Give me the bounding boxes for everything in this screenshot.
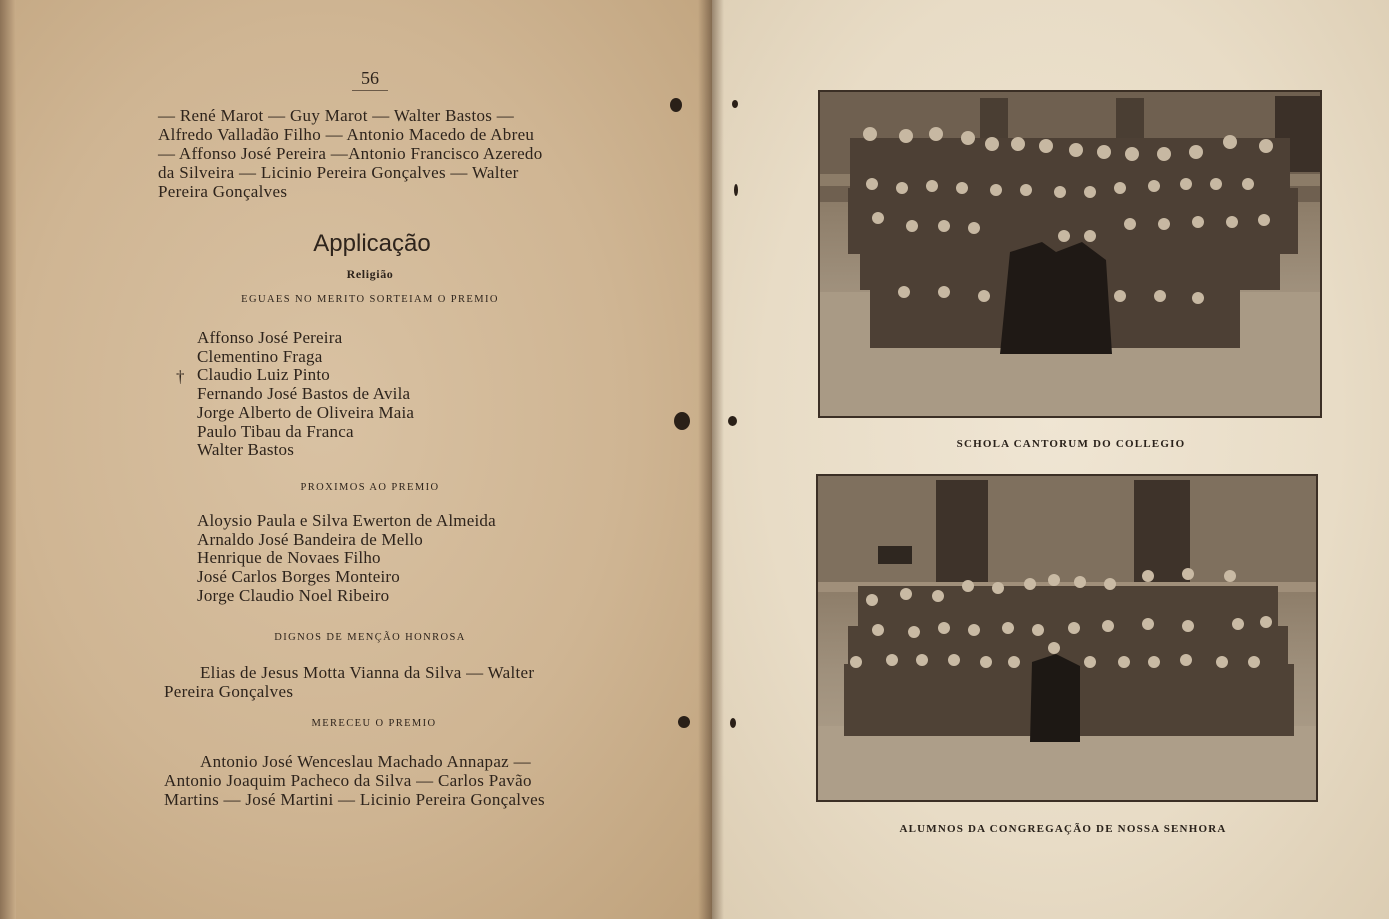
- name-item: Henrique de Novaes Filho: [197, 548, 381, 568]
- section-title-eguaes: EGUAES NO MERITO SORTEIAM O PREMIO: [241, 294, 499, 305]
- text-line: Antonio José Wenceslau Machado Annapaz —: [200, 752, 531, 771]
- photo-schola-cantorum: [818, 90, 1322, 418]
- name-item: Jorge Alberto de Oliveira Maia: [197, 402, 415, 422]
- section-title-mereceu: MERECEU O PREMIO: [311, 718, 437, 729]
- name-item: Arnaldo José Bandeira de Mello: [197, 529, 423, 549]
- page-number: 56: [352, 68, 388, 91]
- intro-paragraph: [158, 106, 588, 201]
- binding-hole: [734, 184, 738, 196]
- subject-subheading: Religião: [346, 267, 394, 281]
- text-line: — René Marot — Guy Marot — Walter Bastos —: [158, 106, 515, 125]
- section-title-proximos: PROXIMOS AO PREMIO: [300, 482, 440, 493]
- text-line: Antonio Joaquim Pacheco da Silva — Carlos Pavão: [164, 771, 532, 790]
- text-line: Martins — José Martini — Licinio Pereira Gonçalves: [164, 790, 545, 809]
- binding-hole: [674, 412, 690, 430]
- paragraph-mereceu: [164, 752, 592, 809]
- text-line: — Affonso José Pereira —Antonio Francisco Azeredo: [158, 144, 543, 163]
- name-item: José Carlos Borges Monteiro: [197, 567, 400, 587]
- gutter-shadow: [712, 0, 724, 919]
- text-line: da Silveira — Licinio Pereira Gonçalves — Walter: [158, 163, 519, 182]
- photo-alumnos-congregacao: [816, 474, 1318, 802]
- photo-caption-2: ALUMNOS DA CONGREGAÇÃO DE NOSSA SENHORA: [899, 823, 1227, 835]
- name-item: Claudio Luiz Pinto: [197, 365, 330, 385]
- binding-hole: [678, 716, 690, 728]
- gutter-shadow: [698, 0, 712, 919]
- text-line: Pereira Gonçalves: [164, 682, 294, 701]
- text-line: Alfredo Valladão Filho — Antonio Macedo de Abreu: [158, 125, 535, 144]
- name-item: Fernando José Bastos de Avila: [197, 384, 411, 404]
- photo-caption-1: SCHOLA CANTORUM DO COLLEGIO: [956, 438, 1186, 450]
- group-photo-illustration: [818, 476, 1316, 800]
- section-heading: Applicação: [313, 230, 431, 257]
- name-item: Aloysio Paula e Silva Ewerton de Almeida: [197, 511, 496, 530]
- binding-hole: [732, 100, 738, 108]
- names-list-eguaes: [197, 329, 414, 460]
- name-item: Affonso José Pereira: [197, 328, 343, 347]
- name-item: Clementino Fraga: [197, 346, 323, 366]
- name-item: Paulo Tibau da Franca: [197, 421, 354, 441]
- text-line: Elias de Jesus Motta Vianna da Silva — Walter: [200, 663, 535, 682]
- name-item: Jorge Claudio Noel Ribeiro: [197, 585, 390, 605]
- binding-hole: [730, 718, 736, 728]
- section-title-dignos: DIGNOS DE MENÇÃO HONROSA: [274, 632, 466, 643]
- group-photo-illustration: [820, 92, 1320, 416]
- page-edge: [0, 0, 16, 919]
- binding-hole: [670, 98, 682, 112]
- paragraph-dignos: [164, 663, 588, 701]
- dagger-mark: †: [176, 367, 185, 386]
- names-list-proximos: [197, 512, 496, 606]
- name-item: Walter Bastos: [197, 440, 295, 460]
- binding-hole: [728, 416, 737, 426]
- text-line: Pereira Gonçalves: [158, 182, 288, 201]
